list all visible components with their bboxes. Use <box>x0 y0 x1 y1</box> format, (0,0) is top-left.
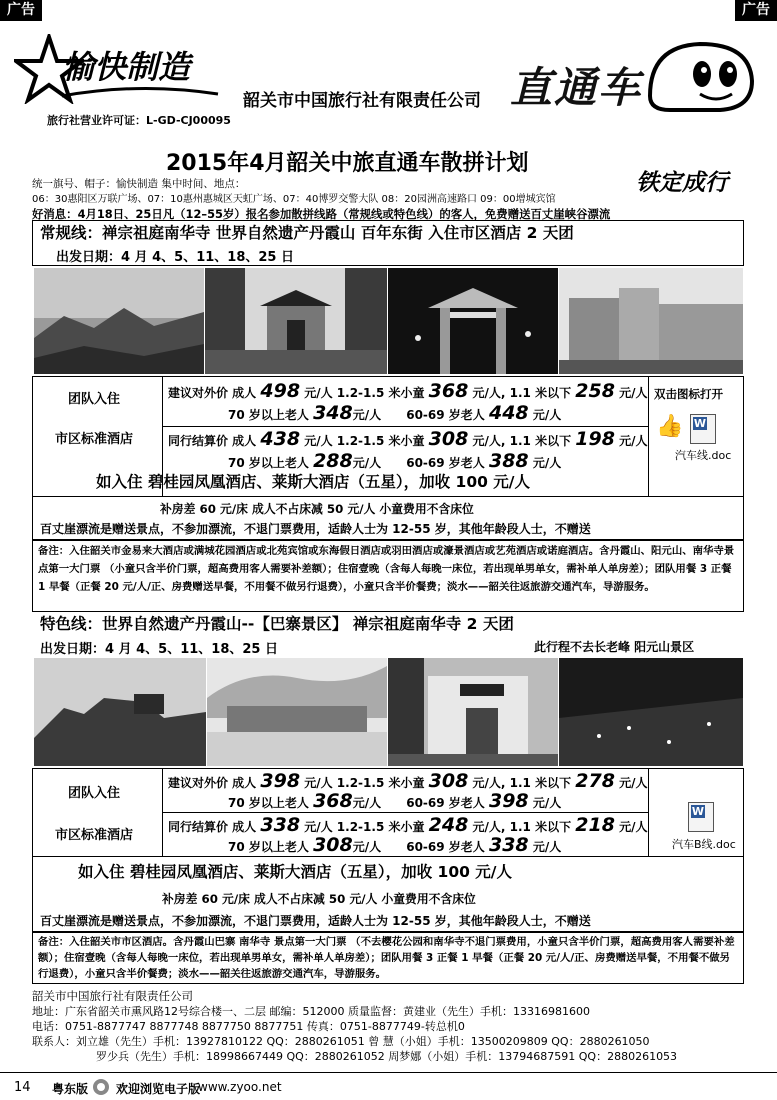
footer-phone: 电话：0751-8877747 8877748 8877750 8877751 传真：0751-8877749-转总机0 <box>32 1020 465 1033</box>
route1-hotel-label: 市区标准酒店 <box>55 432 134 447</box>
unit: 元/人 1.2-1.5 米小童 <box>304 820 425 834</box>
photo-danxia-mountain <box>34 268 204 374</box>
route2-upgrade: 如入住 碧桂园凤凰酒店、莱斯大酒店（五星），加收 100 元/人 <box>78 863 512 881</box>
route1-retail-row2 <box>228 402 561 424</box>
route2-note: 备注：入住韶关市市区酒店。含丹霞山巴寨 南华寺 景点第一大门票 （不去樱花公园和南华寺不退门票费用，小童只含半价门票，超高费用客人需要补差额）；住宿壹晚（含每人每晚一床位，若出现单男单女，需补单人单房差）；团队用餐 3 正餐 1 早餐（正餐 20 元/人/正、房费赠送早餐，不用餐不做另行退费），小童只含半价餐费；淡水——韶关往返旅游交通汽车，导游服务。 <box>38 936 735 980</box>
price-senior: 368 <box>313 790 353 812</box>
route2-trade-row1 <box>168 814 648 836</box>
route2-title: 特色线：世界自然遗产丹霞山--【巴寨景区】 禅宗祖庭南华寺 2 天团 <box>40 615 514 633</box>
price-infant: 278 <box>575 770 615 792</box>
unit: 元/人 <box>619 386 648 400</box>
brand-logo: 直通车 <box>510 63 643 112</box>
route2-extra-fees: 补房差 60 元/床 成人不占床减 50 元/人 小童费用不含床位 <box>162 892 476 906</box>
price-senior2: 338 <box>488 834 529 856</box>
unit: 元/人 <box>532 408 562 422</box>
route1-title: 常规线：禅宗祖庭南华寺 世界自然遗产丹霞山 百年东街 入住市区酒店 2 天团 <box>40 224 574 242</box>
route2-dates: 出发日期：4 月 4、5、11、18、25 日 <box>40 642 278 657</box>
photo-city-street <box>559 268 743 374</box>
route1-group-label: 团队入住 <box>68 392 121 407</box>
route2-hotel-label: 市区标准酒店 <box>55 828 134 843</box>
logo-slogan: 愉快制造 <box>62 48 191 86</box>
unit: 元/人 1.2-1.5 米小童 <box>304 386 425 400</box>
footer-contact1: 联系人：刘立雄（先生）手机：13927810122 QQ：2880261051 曾 慧（小姐）手机：13500209809 QQ：2880261050 <box>32 1035 650 1048</box>
guarantee-badge: 铁定成行 <box>636 170 728 196</box>
thumbs-up-icon: 👍 <box>656 414 684 439</box>
price-senior: 288 <box>313 450 353 472</box>
route1-extra-fees: 补房差 60 元/床 成人不占床减 50 元/人 小童费用不含床位 <box>160 502 474 516</box>
label: 建议对外价 成人 <box>168 386 257 400</box>
route2-rafting-note: 百丈崖漂流是赠送景点，不参加漂流，不退门票费用，适龄人士为 12-55 岁，其他年龄段人士，不赠送 <box>40 914 591 928</box>
unit: 元/人 <box>619 776 648 790</box>
label: 70 岁以上老人 <box>228 408 309 422</box>
route1-note: 备注：入住韶关市金易来大酒店或满城花园酒店或北苑宾馆或东海假日酒店或羽田酒店或濠景酒店或艺苑酒店或诺庭酒店。含丹霞山、阳元山、南华寺景点第一大门票 （小童只含半价门票，超高费用客人需要补差额）；住宿壹晚（含每人每晚一床位，若出现单男单女，需补单人单房差）；团队用餐 3 正餐 1 早餐（正餐 20 元/人/正、房费赠送早餐，不用餐不做另行退费），小童只含半价餐费；淡水——韶关往返旅游交通汽车，导游服务。 <box>38 545 735 593</box>
edition-label: 粤东版 <box>52 1082 89 1096</box>
route1-dates: 出发日期：4 月 4、5、11、18、25 日 <box>56 250 294 265</box>
photo-nanhua-temple <box>205 268 387 374</box>
unit: 元/人 <box>619 434 648 448</box>
welcome-text: 欢迎浏览电子版 <box>116 1082 201 1096</box>
price-child: 368 <box>428 380 469 402</box>
route2-group-label: 团队入住 <box>68 786 121 801</box>
footer-address: 地址：广东省韶关市熏风路12号综合楼一、二层 邮编：512000 质量监督：黄建业（先生）手机：13316981600 <box>32 1005 590 1018</box>
site-link[interactable]: www.zyoo.net <box>198 1080 282 1094</box>
gathering-info: 统一旗号、帽子：愉快制造 集中时间、地点： <box>32 178 246 190</box>
price-senior: 308 <box>313 834 353 856</box>
unit: 元/人 <box>619 820 648 834</box>
label: 同行结算价 成人 <box>168 434 257 448</box>
route2-retail-row1 <box>168 770 648 792</box>
price-infant: 258 <box>575 380 615 402</box>
price-senior2: 388 <box>488 450 529 472</box>
unit: 元/人 1.2-1.5 米小童 <box>304 434 425 448</box>
ad-tag-right: 广告 <box>735 0 777 21</box>
unit: 元/人 <box>352 408 382 422</box>
page-number: 14 <box>14 1080 31 1095</box>
price-infant: 218 <box>575 814 615 836</box>
label: 60-69 岁老人 <box>406 796 485 810</box>
gathering-points: 06：30惠阳区万联广场、07：10惠州惠城区天虹广场、07：40博罗交警大队 08：20园洲高速路口 09：00增城宾馆 <box>32 194 556 205</box>
unit: 元/人 1.2-1.5 米小童 <box>304 776 425 790</box>
license-text: 旅行社营业许可证：L-GD-CJ00095 <box>47 114 231 127</box>
photo-bazhai-peaks <box>34 658 206 766</box>
label: 70 岁以上老人 <box>228 796 309 810</box>
label: 60-69 岁老人 <box>406 408 485 422</box>
route1-rafting-note: 百丈崖漂流是赠送景点，不参加漂流，不退门票费用，适龄人士为 12-55 岁，其他年龄段人士，不赠送 <box>40 522 591 536</box>
unit: 元/人 <box>352 456 382 470</box>
label: 70 岁以上老人 <box>228 840 309 854</box>
route1-trade-row2 <box>228 450 561 472</box>
label: 60-69 岁老人 <box>406 840 485 854</box>
label: 60-69 岁老人 <box>406 456 485 470</box>
unit: 元/人 <box>532 796 562 810</box>
price-child: 248 <box>428 814 469 836</box>
price-adult: 498 <box>260 380 301 402</box>
bus-mascot-icon <box>640 36 760 120</box>
unit: 元/人, 1.1 米以下 <box>472 386 572 400</box>
price-adult: 338 <box>260 814 301 836</box>
photo-city-night <box>559 658 743 766</box>
label: 同行结算价 成人 <box>168 820 257 834</box>
photo-east-street-arch <box>388 268 558 374</box>
price-senior: 348 <box>313 402 353 424</box>
price-infant: 198 <box>575 428 615 450</box>
price-senior2: 448 <box>488 402 529 424</box>
price-adult: 398 <box>260 770 301 792</box>
unit: 元/人 <box>532 456 562 470</box>
unit: 元/人, 1.1 米以下 <box>472 434 572 448</box>
price-child: 308 <box>428 428 469 450</box>
route1-upgrade: 如入住 碧桂园凤凰酒店、莱斯大酒店（五星），加收 100 元/人 <box>96 473 530 491</box>
route2-exclusion: 此行程不去长老峰 阳元山景区 <box>534 640 695 654</box>
unit: 元/人 <box>352 840 382 854</box>
price-child: 308 <box>428 770 469 792</box>
doc-file-link[interactable]: 汽车线.doc <box>675 449 732 462</box>
magazine-logo-icon <box>92 1078 110 1096</box>
price-adult: 438 <box>260 428 301 450</box>
unit: 元/人, 1.1 米以下 <box>472 820 572 834</box>
route2-trade-row2 <box>228 834 561 856</box>
doc-hint: 双击图标打开 <box>654 387 723 401</box>
unit: 元/人, 1.1 米以下 <box>472 776 572 790</box>
good-news: 好消息：4月18日、25日凡（12–55岁）报名参加散拼线路（常规线或特色线）的客人，免费赠送百丈崖峡谷漂流 <box>32 207 611 221</box>
label: 建议对外价 成人 <box>168 776 257 790</box>
page-title: 2015年4月韶关中旅直通车散拼计划 <box>166 151 529 176</box>
unit: 元/人 <box>352 796 382 810</box>
route1-trade-row1 <box>168 428 648 450</box>
unit: 元/人 <box>532 840 562 854</box>
ad-tag-left: 广告 <box>0 0 42 21</box>
label: 70 岁以上老人 <box>228 456 309 470</box>
price-senior2: 398 <box>488 790 529 812</box>
word-doc-icon[interactable]: W <box>690 414 716 444</box>
footer-company: 韶关市中国旅行社有限责任公司 <box>32 989 193 1003</box>
route1-retail-row1 <box>168 380 648 402</box>
footer-contact2: 罗少兵（先生）手机：18998667449 QQ：2880261052 周梦娜（小姐）手机：13794687591 QQ：2880261053 <box>96 1050 678 1063</box>
logo-swoosh-icon <box>60 84 220 100</box>
word-doc-icon[interactable]: W <box>688 802 714 832</box>
photo-temple-gate <box>388 658 558 766</box>
company-name: 韶关市中国旅行社有限责任公司 <box>243 91 481 111</box>
route2-retail-row2 <box>228 790 561 812</box>
photo-river-town <box>207 658 387 766</box>
doc-file-link[interactable]: 汽车B线.doc <box>672 838 736 851</box>
